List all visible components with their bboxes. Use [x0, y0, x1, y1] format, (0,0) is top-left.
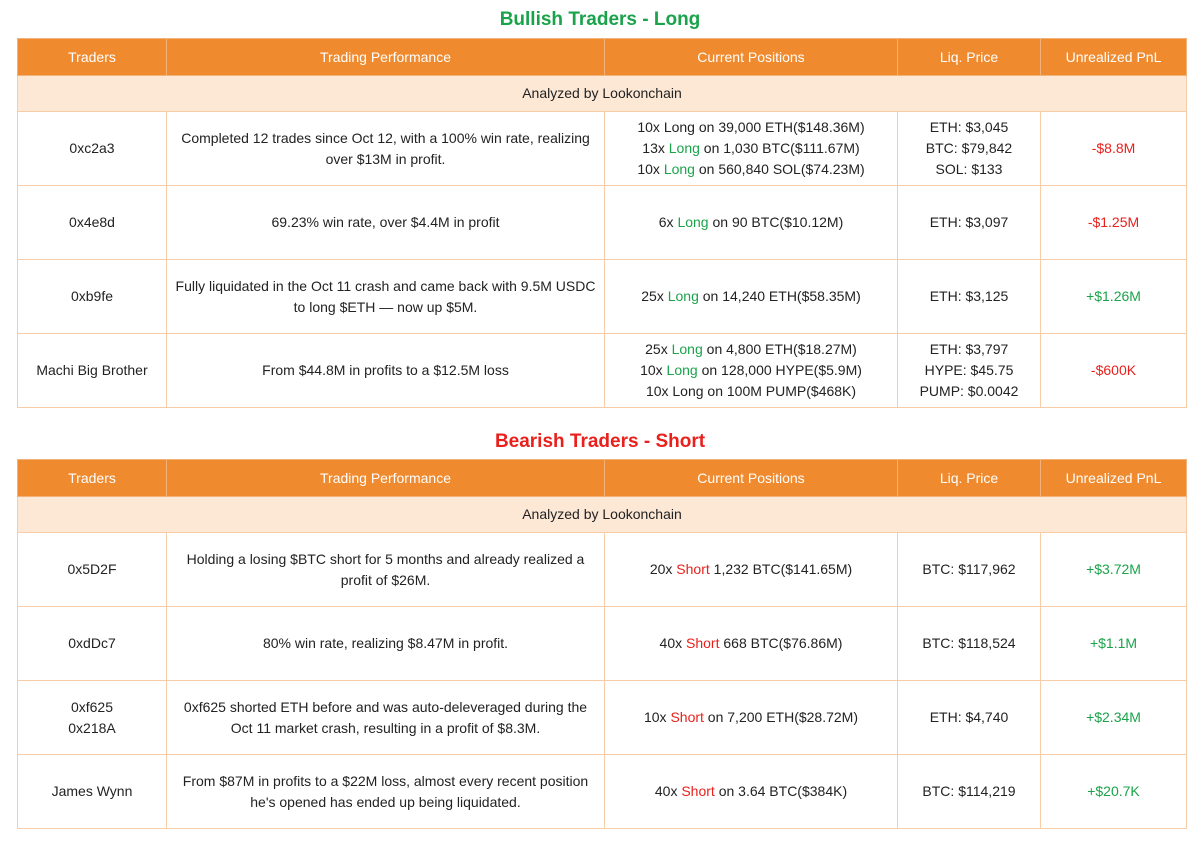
position-side: Long [667, 288, 699, 304]
position-line [611, 559, 891, 580]
positions-cell [605, 334, 898, 408]
positions-cell [605, 186, 898, 260]
performance-cell: 0xf625 shorted ETH before and was auto-deleveraged during the Oct 11 market crash, resulting in a profit of $8.3M. [167, 681, 605, 755]
trader-cell [18, 260, 167, 334]
header-unrealized-pnl: Unrealized PnL [1041, 460, 1187, 497]
unrealized-pnl: +$3.72M [1041, 533, 1187, 607]
position-text: 10x Long on 39,000 ETH($148.36M) [637, 119, 865, 135]
analyzed-by-row [18, 76, 1187, 112]
table-row [18, 334, 1187, 408]
position-line [611, 212, 891, 233]
liq-price-cell [898, 681, 1041, 755]
liq-price: HYPE: $45.75 [924, 362, 1014, 378]
liq-price: ETH: $4,740 [929, 709, 1009, 725]
liq-price-cell [898, 186, 1041, 260]
liq-price: BTC: $79,842 [925, 140, 1013, 156]
position-text: on 560,840 SOL($74.23M) [694, 161, 865, 177]
table-row [18, 260, 1187, 334]
position-text: on 7,200 ETH($28.72M) [703, 709, 859, 725]
position-line [611, 339, 891, 360]
liq-price-cell [898, 755, 1041, 829]
position-text: 13x [642, 140, 669, 156]
position-side: Long [677, 214, 709, 230]
position-text: 668 BTC($76.86M) [719, 635, 843, 651]
position-line [611, 360, 891, 381]
positions-cell [605, 755, 898, 829]
positions-cell [605, 112, 898, 186]
trader-name: 0xc2a3 [69, 140, 115, 156]
table-row [18, 533, 1187, 607]
liq-price: ETH: $3,125 [929, 288, 1009, 304]
analyzed-by-label: Analyzed by Lookonchain [18, 76, 1187, 112]
positions-cell [605, 681, 898, 755]
position-side: Short [686, 635, 720, 651]
positions-cell [605, 607, 898, 681]
liq-price-cell [898, 112, 1041, 186]
bullish-title: Bullish Traders - Long [499, 9, 701, 30]
liq-price: ETH: $3,097 [929, 214, 1009, 230]
liq-price: ETH: $3,045 [929, 119, 1009, 135]
position-line [611, 781, 891, 802]
position-text: 40x [654, 783, 682, 799]
position-side: Short [670, 709, 704, 725]
position-line [611, 633, 891, 654]
position-text: 10x Long on 100M PUMP($468K) [645, 383, 857, 399]
position-line [611, 159, 891, 180]
position-line [611, 286, 891, 307]
liq-price: SOL: $133 [935, 161, 1003, 177]
liq-price-cell [898, 533, 1041, 607]
trader-cell [18, 755, 167, 829]
position-text: 20x [649, 561, 677, 577]
header-traders: Traders [18, 39, 167, 76]
position-text: 6x [658, 214, 678, 230]
header-current-positions: Current Positions [605, 39, 898, 76]
unrealized-pnl: -$8.8M [1041, 112, 1187, 186]
bearish-title: Bearish Traders - Short [494, 431, 706, 452]
performance-cell: Fully liquidated in the Oct 11 crash and came back with 9.5M USDC to long $ETH — now up $5M. [167, 260, 605, 334]
performance-cell: 80% win rate, realizing $8.47M in profit. [167, 607, 605, 681]
trader-name: 0x218A [68, 719, 116, 736]
bullish-header-row [18, 39, 1187, 76]
trader-name: 0x5D2F [67, 561, 117, 577]
header-trading-performance: Trading Performance [167, 39, 605, 76]
position-text: on 3.64 BTC($384K) [714, 783, 848, 799]
table-row [18, 186, 1187, 260]
table-row [18, 681, 1187, 755]
trader-cell [18, 533, 167, 607]
bullish-traders-table [17, 38, 1187, 408]
position-side: Long [671, 341, 703, 357]
trader-name: 0x4e8d [69, 214, 115, 230]
header-liq-price: Liq. Price [898, 460, 1041, 497]
trader-cell [18, 681, 167, 755]
position-side: Long [666, 362, 698, 378]
position-text: 25x [645, 341, 672, 357]
positions-cell [605, 260, 898, 334]
trader-cell [18, 334, 167, 408]
position-side: Long [663, 161, 695, 177]
header-liq-price: Liq. Price [898, 39, 1041, 76]
liq-price: PUMP: $0.0042 [919, 383, 1019, 399]
position-text: 40x [659, 635, 687, 651]
positions-cell [605, 533, 898, 607]
position-text: on 1,030 BTC($111.67M) [699, 140, 860, 156]
position-side: Short [676, 561, 710, 577]
position-text: on 14,240 ETH($58.35M) [698, 288, 861, 304]
position-text: on 4,800 ETH($18.27M) [702, 341, 857, 357]
liq-price: BTC: $117,962 [922, 561, 1016, 577]
trader-cell [18, 186, 167, 260]
liq-price: BTC: $118,524 [922, 635, 1016, 651]
header-traders: Traders [18, 460, 167, 497]
liq-price: ETH: $3,797 [929, 341, 1009, 357]
trader-name: 0xf625 [70, 698, 114, 715]
liq-price: BTC: $114,219 [922, 783, 1016, 799]
position-line [611, 707, 891, 728]
table-row [18, 755, 1187, 829]
trader-name: James Wynn [51, 783, 133, 799]
position-text: on 90 BTC($10.12M) [708, 214, 844, 230]
performance-cell: 69.23% win rate, over $4.4M in profit [167, 186, 605, 260]
position-line [611, 138, 891, 159]
bearish-traders-table [17, 459, 1187, 829]
position-text: 1,232 BTC($141.65M) [709, 561, 853, 577]
unrealized-pnl: +$1.26M [1041, 260, 1187, 334]
header-unrealized-pnl: Unrealized PnL [1041, 39, 1187, 76]
position-text: 25x [641, 288, 668, 304]
analyzed-by-label: Analyzed by Lookonchain [18, 497, 1187, 533]
unrealized-pnl: -$1.25M [1041, 186, 1187, 260]
header-current-positions: Current Positions [605, 460, 898, 497]
position-side: Short [681, 783, 715, 799]
position-text: 10x [643, 709, 671, 725]
performance-cell: Completed 12 trades since Oct 12, with a 100% win rate, realizing over $13M in profit. [167, 112, 605, 186]
unrealized-pnl: +$2.34M [1041, 681, 1187, 755]
position-line [611, 117, 891, 138]
liq-price-cell [898, 260, 1041, 334]
liq-price-cell [898, 334, 1041, 408]
position-text: on 128,000 HYPE($5.9M) [697, 362, 862, 378]
position-text: 10x [640, 362, 667, 378]
position-text: 10x [637, 161, 664, 177]
trader-cell [18, 112, 167, 186]
performance-cell: From $87M in profits to a $22M loss, almost every recent position he's opened has ended up being liquidated. [167, 755, 605, 829]
table-row [18, 112, 1187, 186]
trader-cell [18, 607, 167, 681]
trader-name: 0xb9fe [70, 288, 114, 304]
performance-cell: From $44.8M in profits to a $12.5M loss [167, 334, 605, 408]
unrealized-pnl: +$1.1M [1041, 607, 1187, 681]
table-row [18, 607, 1187, 681]
bearish-header-row [18, 460, 1187, 497]
analyzed-by-row [18, 497, 1187, 533]
position-line [611, 381, 891, 402]
liq-price-cell [898, 607, 1041, 681]
trader-name: 0xdDc7 [68, 635, 116, 651]
trader-name: Machi Big Brother [36, 362, 148, 378]
unrealized-pnl: +$20.7K [1041, 755, 1187, 829]
header-trading-performance: Trading Performance [167, 460, 605, 497]
unrealized-pnl: -$600K [1041, 334, 1187, 408]
performance-cell: Holding a losing $BTC short for 5 months and already realized a profit of $26M. [167, 533, 605, 607]
position-side: Long [668, 140, 700, 156]
